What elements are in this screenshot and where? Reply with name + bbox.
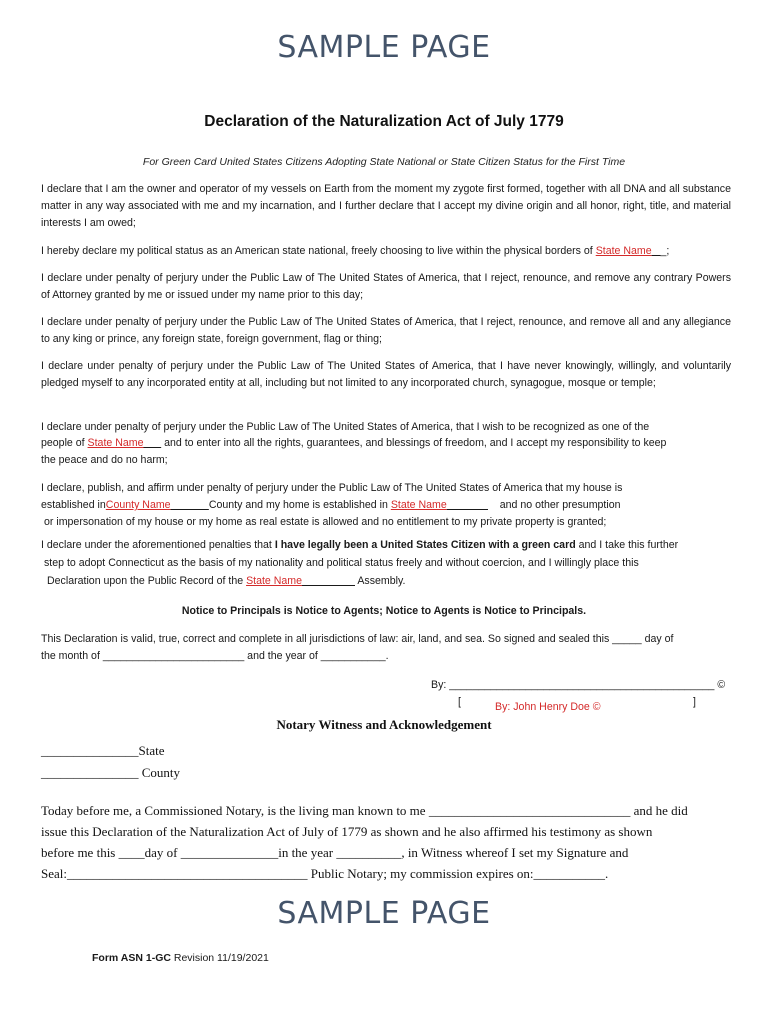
paragraph-political-status bbox=[41, 243, 669, 260]
green-card-prefix: I declare under the aforementioned penalties that bbox=[41, 539, 272, 551]
paragraph-recognition-line-1: I declare under penalty of perjury under the Public Law of The United States of America, that I wish to be recognized as one of the bbox=[41, 421, 650, 433]
home-state-name-field[interactable]: State Name bbox=[390, 499, 447, 511]
public-record-prefix: Declaration upon the Public Record of the bbox=[47, 575, 244, 587]
notary-text-line-1: Today before me, a Commissioned Notary, is the living man known to me _______________________________ and he did bbox=[41, 803, 688, 818]
house-middle: County and my home is established in bbox=[208, 499, 388, 511]
signer-name: By: John Henry Doe © bbox=[495, 701, 601, 713]
green-card-bold: I have legally been a United States Citizen with a green card bbox=[274, 539, 576, 551]
state-name-field[interactable]: State Name bbox=[595, 245, 652, 257]
paragraph-house-line-1: I declare, publish, and affirm under penalty of perjury under the Public Law of The United States of America that my house is bbox=[41, 482, 623, 494]
paragraph-house-line-2 bbox=[41, 497, 621, 514]
notice-statement: Notice to Principals is Notice to Agents; Notice to Agents is Notice to Principals. bbox=[181, 605, 587, 617]
notary-text-line-4: Seal:_____________________________________ Public Notary; my commission expires on:___________. bbox=[41, 866, 609, 881]
sample-watermark-top: SAMPLE PAGE bbox=[277, 30, 491, 65]
paragraph-power-of-attorney: I declare under penalty of perjury under the Public Law of The United States of America, that I reject, renounce, and remove any contrary Powers of Attorney granted by me or issued under my name prior to this day; bbox=[41, 272, 731, 301]
notary-state-field[interactable]: _______________State bbox=[41, 743, 165, 758]
validity-line-2: the month of ________________________ and the year of ___________. bbox=[41, 650, 389, 662]
signature-bracket-open: [ bbox=[458, 696, 461, 708]
signature-line[interactable]: By: _____________________________________________ © bbox=[431, 679, 726, 691]
paragraph-recognition-line-2 bbox=[41, 435, 666, 452]
document-title: Declaration of the Naturalization Act of July 1779 bbox=[204, 113, 564, 130]
paragraph-vessels: I declare that I am the owner and operator of my vessels on Earth from the moment my zygote first formed, together with all DNA and all substance matter in any way associated with me and my incarnation, and I further declare that I accept my divine origin and all honor, right, title, and material interests I am owed; bbox=[41, 183, 731, 229]
political-status-text: I hereby declare my political status as an American state national, freely choosing to live within the physical borders of bbox=[41, 245, 593, 257]
assembly-state-name-field[interactable]: State Name bbox=[246, 575, 303, 587]
house-suffix: and no other presumption bbox=[499, 499, 621, 511]
paragraph-green-card-line-1 bbox=[41, 537, 678, 554]
signature-bracket-close: ] bbox=[693, 696, 696, 708]
paragraph-house-line-3: or impersonation of my house or my home as real estate is allowed and no entitlement to my private property is granted; bbox=[44, 516, 607, 528]
sample-watermark-bottom: SAMPLE PAGE bbox=[277, 896, 491, 931]
recognition-suffix: and to enter into all the rights, guarantees, and blessings of freedom, and I accept my responsibility to keep bbox=[164, 437, 667, 449]
people-state-name-field[interactable]: State Name bbox=[87, 437, 144, 449]
validity-line-1: This Declaration is valid, true, correct and complete in all jurisdictions of law: air, land, and sea. So signed and sealed this _____ day of bbox=[41, 633, 674, 645]
house-prefix: established in bbox=[41, 499, 106, 511]
paragraph-recognition-line-3: the peace and do no harm; bbox=[41, 454, 168, 466]
notary-county-field[interactable]: _______________ County bbox=[41, 765, 181, 780]
notary-text-line-2: issue this Declaration of the Naturalization Act of July of 1779 as shown and he also affirmed his testimony as shown bbox=[41, 824, 653, 839]
document-subtitle: For Green Card United States Citizens Adopting State National or State Citizen Status for the First Time bbox=[142, 156, 626, 168]
county-name-field[interactable]: County Name bbox=[105, 499, 171, 511]
paragraph-incorporated-entity: I declare under penalty of perjury under the Public Law of The United States of America, that I have never knowingly, willingly, and voluntarily pledged myself to any incorporated entity at all, including but not limited to any incorporated church, synagogue, mosque or temple; bbox=[41, 360, 731, 389]
paragraph-green-card-line-2: step to adopt Connecticut as the basis of my nationality and political status freely and without coercion, and I willingly place this bbox=[44, 557, 639, 569]
form-footer bbox=[92, 952, 269, 964]
form-number: Form ASN 1-GC bbox=[92, 952, 171, 964]
paragraph-allegiance: I declare under penalty of perjury under the Public Law of The United States of America, that I reject, renounce, and remove all and any allegiance to any king or prince, any foreign state, foreign government, flag or thing; bbox=[41, 316, 731, 345]
public-record-suffix: Assembly. bbox=[357, 575, 406, 587]
green-card-suffix: and I take this further bbox=[578, 539, 679, 551]
political-status-end: _; bbox=[660, 245, 670, 257]
paragraph-green-card-line-3 bbox=[47, 573, 405, 590]
recognition-prefix: people of bbox=[41, 437, 85, 449]
notary-text-line-3: before me this ____day of _______________in the year __________, in Witness whereof I set my Signature and bbox=[41, 845, 629, 860]
form-revision: Revision 11/19/2021 bbox=[173, 952, 269, 964]
notary-section-title: Notary Witness and Acknowledgement bbox=[276, 717, 492, 732]
